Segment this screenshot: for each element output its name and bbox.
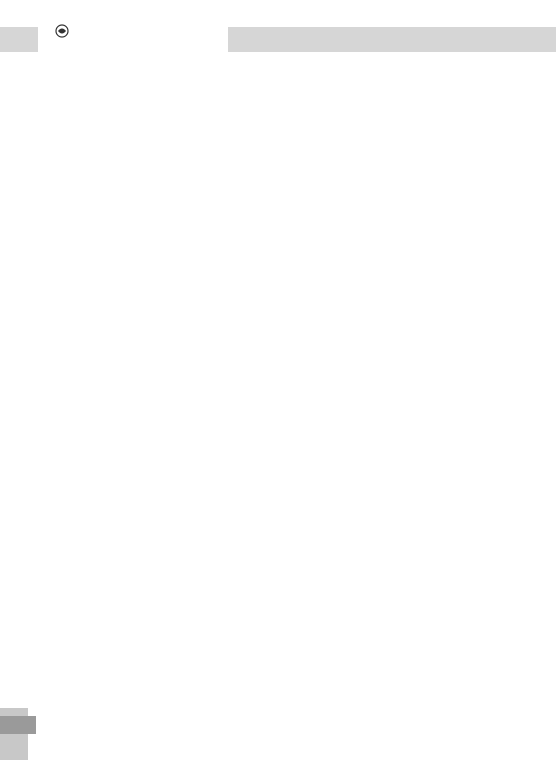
page-number bbox=[0, 716, 36, 734]
legend-item-regular bbox=[60, 694, 70, 704]
legend-item-special bbox=[60, 711, 70, 721]
